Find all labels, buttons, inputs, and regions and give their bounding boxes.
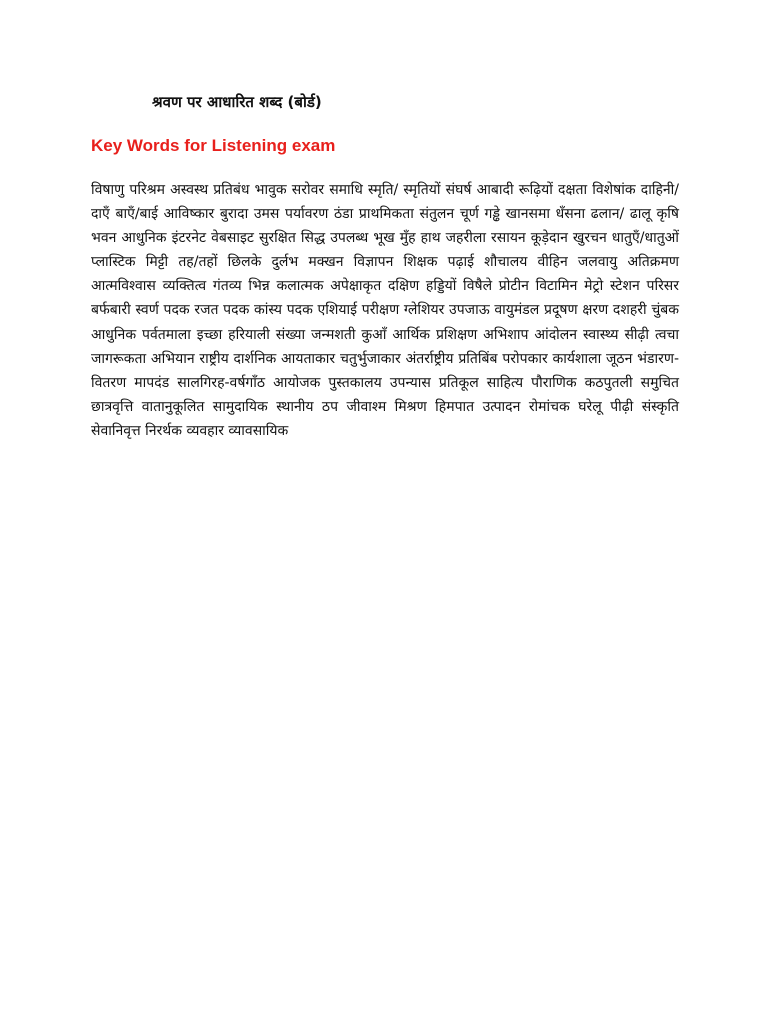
word-list-paragraph: विषाणु परिश्रम अस्वस्थ प्रतिबंध भावुक सरोवर समाधि स्मृति/ स्मृतियों संघर्ष आबादी रूढ़ियों दक्षता विशेषांक दाहिनी/ दाएँ बाएँ/बाई आविष्कार बुरादा उमस पर्यावरण ठंडा प्राथमिकता संतुलन चूर्ण गड्ढे खानसमा धँसना ढलान/ ढालू कृषि भवन आधुनिक इंटरनेट वेबसाइट सुरक्षित सिद्ध उपलब्ध भूख मुँह हाथ जहरीला रसायन कूड़ेदान खुरचन धातुएँ/धातुओं प्लास्टिक मिट्टी तह/तहों छिलके दुर्लभ मक्खन विज्ञापन शिक्षक पढ़ाई शौचालय वीहिन जलवायु अतिक्रमण आत्मविश्वास व्यक्तित्व गंतव्य भिन्न कलात्मक अपेक्षाकृत दक्षिण हड्डियों विषैले प्रोटीन विटामिन मेट्रो स्टेशन परिसर बर्फबारी स्वर्ण पदक रजत पदक कांस्य पदक एशियाई परीक्षण ग्लेशियर उपजाऊ वायुमंडल प्रदूषण क्षरण दशहरी चुंबक आधुनिक पर्वतमाला इच्छा हरियाली संख्या जन्मशती कुआँ आर्थिक प्रशिक्षण अभिशाप आंदोलन स्वास्थ्य सीढ़ी त्वचा जागरूकता अभियान राष्ट्रीय दार्शनिक आयताकार चतुर्भुजाकार अंतर्राष्ट्रीय प्रतिबिंब परोपकार कार्यशाला जूठन भंडारण-वितरण मापदंड सालगिरह-वर्षगाँठ आयोजक पुस्तकालय उपन्यास प्रतिकूल साहित्य पौराणिक कठपुतली समुचित छात्रवृत्ति वातानुकूलित सामुदायिक स्थानीय ठप जीवाश्म मिश्रण हिमपात उत्पादन रोमांचक घरेलू पीढ़ी संस्कृति सेवानिवृत्त निरर्थक व्यवहार व्यावसायिक	[91, 182, 679, 439]
hindi-heading: श्रवण पर आधारित शब्द (बोर्ड)	[152, 93, 322, 111]
english-heading: Key Words for Listening exam	[91, 136, 336, 155]
